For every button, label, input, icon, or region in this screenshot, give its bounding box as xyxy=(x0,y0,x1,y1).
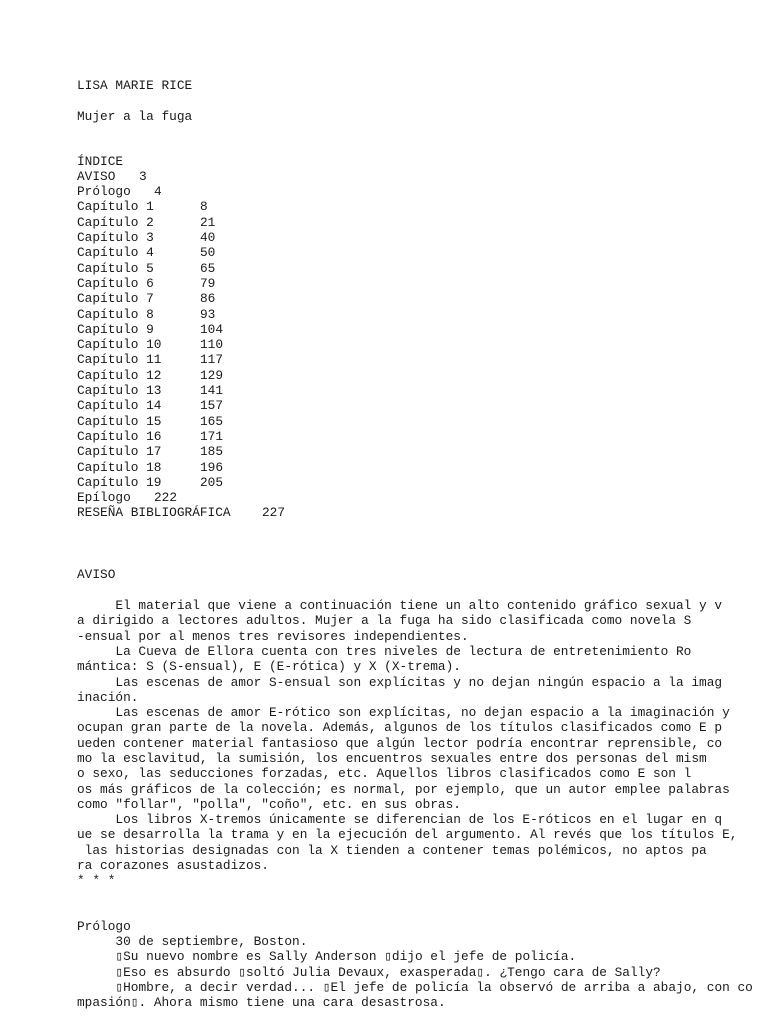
toc-entry xyxy=(77,368,767,383)
aviso-text-line: a dirigido a lectores adultos. Mujer a la fuga ha sido clasificada como novela S xyxy=(77,613,692,629)
toc-entry-page: 196 xyxy=(200,459,224,475)
toc-entry xyxy=(77,444,767,459)
toc-entry-label: AVISO xyxy=(77,168,116,184)
toc-entry-page: 40 xyxy=(200,230,216,246)
toc-entry xyxy=(77,169,767,184)
aviso-text-line: Las escenas de amor E-rótico son explícitas, no dejan espacio a la imaginación y xyxy=(77,705,730,721)
toc-entry-page: 79 xyxy=(200,275,216,291)
toc-entry-label: Capítulo 9 xyxy=(77,321,154,337)
book-title: Mujer a la fuga xyxy=(77,109,193,125)
prologo-heading: Prólogo xyxy=(77,918,131,934)
toc-entry-page: 93 xyxy=(200,306,216,322)
prologo-body xyxy=(77,934,767,1010)
toc-entry-label: Capítulo 5 xyxy=(77,260,154,276)
aviso-text-line: ra corazones asustadizos. xyxy=(77,858,269,874)
toc-entry-page: 185 xyxy=(200,444,224,460)
prologo-text-line: ▯Su nuevo nombre es Sally Anderson ▯dijo el jefe de policía. xyxy=(77,949,577,965)
toc-entry xyxy=(77,505,767,520)
toc-entry xyxy=(77,261,767,276)
aviso-text-line: * * * xyxy=(77,873,116,889)
toc-entry-page: 86 xyxy=(200,291,216,307)
toc-entry xyxy=(77,184,767,199)
toc-entry-page: 3 xyxy=(139,168,147,184)
toc-entry-page: 21 xyxy=(200,214,216,230)
toc-entry xyxy=(77,199,767,214)
toc-entry-label: Capítulo 2 xyxy=(77,214,154,230)
toc-entry xyxy=(77,475,767,490)
toc-entry-label: Capítulo 17 xyxy=(77,444,162,460)
toc-entry xyxy=(77,429,767,444)
toc-entry xyxy=(77,245,767,260)
toc-entry-label: Capítulo 14 xyxy=(77,398,162,414)
toc-entry-label: Capítulo 18 xyxy=(77,459,162,475)
toc-entry xyxy=(77,414,767,429)
toc-entry-page: 227 xyxy=(262,505,286,521)
aviso-text-line: Los libros X-tremos únicamente se diferencian de los E-róticos en el lugar en q xyxy=(77,812,723,828)
toc-entry xyxy=(77,490,767,505)
toc-entry xyxy=(77,322,767,337)
aviso-text-line: mo la esclavitud, la sumisión, los encuentros sexuales entre dos personas del mism xyxy=(77,750,707,766)
aviso-body xyxy=(77,598,767,889)
aviso-text-line: ocupan gran parte de la novela. Además, algunos de los títulos clasificados como E p xyxy=(77,720,723,736)
toc-entry-page: 8 xyxy=(200,199,208,215)
prologo-text-line: ▯Hombre, a decir verdad... ▯El jefe de policía la observó de arriba a abajo, con co xyxy=(77,979,753,995)
toc-entry-label: Capítulo 15 xyxy=(77,413,162,429)
toc-entry-page: 165 xyxy=(200,413,224,429)
index-heading: ÍNDICE xyxy=(77,153,124,169)
toc-entry-page: 4 xyxy=(154,184,162,200)
toc-entry-page: 205 xyxy=(200,474,224,490)
toc-entry-label: Capítulo 7 xyxy=(77,291,154,307)
toc-entry-page: 141 xyxy=(200,383,224,399)
toc-entry xyxy=(77,291,767,306)
aviso-text-line: Las escenas de amor S-ensual son explícitas y no dejan ningún espacio a la imag xyxy=(77,674,723,690)
toc-entry-label: Capítulo 10 xyxy=(77,337,162,353)
aviso-text-line: las historias designadas con la X tienden a contener temas polémicos, no aptos pa xyxy=(77,842,707,858)
toc-entry-label: Capítulo 13 xyxy=(77,383,162,399)
toc-entry-label: Capítulo 11 xyxy=(77,352,162,368)
toc-entry xyxy=(77,352,767,367)
prologo-text-line: mpasión▯. Ahora mismo tiene una cara desastrosa. xyxy=(77,995,446,1011)
toc-entry-page: 222 xyxy=(154,490,178,506)
toc-entry-page: 171 xyxy=(200,428,224,444)
aviso-text-line: -ensual por al menos tres revisores independientes. xyxy=(77,628,469,644)
toc-entry-page: 110 xyxy=(200,337,224,353)
toc-entry xyxy=(77,230,767,245)
toc-entry xyxy=(77,460,767,475)
toc-entry-label: Capítulo 12 xyxy=(77,367,162,383)
toc-entry-label: Capítulo 16 xyxy=(77,428,162,444)
aviso-text-line: mántica: S (S-ensual), E (E-rótica) y X (X-trema). xyxy=(77,659,461,675)
aviso-heading: AVISO xyxy=(77,566,116,582)
toc-entry-label: Capítulo 6 xyxy=(77,275,154,291)
book-author: LISA MARIE RICE xyxy=(77,78,193,93)
toc-entry-page: 65 xyxy=(200,260,216,276)
toc-entry-label: Capítulo 3 xyxy=(77,230,154,246)
toc-entry-label: Capítulo 4 xyxy=(77,245,154,261)
aviso-text-line: como "follar", "polla", "coño", etc. en sus obras. xyxy=(77,796,461,812)
aviso-text-line: ueden contener material fantasioso que algún lector podría encontrar reprensible, co xyxy=(77,735,723,751)
toc-entry xyxy=(77,276,767,291)
toc-entry-page: 157 xyxy=(200,398,224,414)
toc-entry xyxy=(77,398,767,413)
toc-entry-page: 117 xyxy=(200,352,224,368)
aviso-text-line: La Cueva de Ellora cuenta con tres niveles de lectura de entretenimiento Ro xyxy=(77,643,692,659)
toc-entry xyxy=(77,337,767,352)
prologo-text-line: ▯Eso es absurdo ▯soltó Julia Devaux, exasperada▯. ¿Tengo cara de Sally? xyxy=(77,964,661,980)
aviso-text-line: os más gráficos de la colección; es normal, por ejemplo, que un autor emplee palabras xyxy=(77,781,730,797)
toc-entry-label: Epílogo xyxy=(77,490,131,506)
aviso-text-line: inación. xyxy=(77,689,139,705)
toc-entry-label: Capítulo 1 xyxy=(77,199,154,215)
toc-entry-page: 104 xyxy=(200,321,224,337)
prologo-text-line: 30 de septiembre, Boston. xyxy=(77,933,308,949)
aviso-text-line: El material que viene a continuación tiene un alto contenido gráfico sexual y v xyxy=(77,598,723,614)
toc-entry-label: Prólogo xyxy=(77,184,131,200)
table-of-contents xyxy=(77,169,767,521)
toc-entry-label: RESEÑA BIBLIOGRÁFICA xyxy=(77,505,231,521)
aviso-text-line: ue se desarrolla la trama y en la ejecución del argumento. Al revés que los títulos E, xyxy=(77,827,738,843)
aviso-text-line: o sexo, las seducciones forzadas, etc. Aquellos libros clasificados como E son l xyxy=(77,766,692,782)
document-page xyxy=(77,78,767,1010)
toc-entry xyxy=(77,383,767,398)
toc-entry-label: Capítulo 8 xyxy=(77,306,154,322)
toc-entry-page: 129 xyxy=(200,367,224,383)
toc-entry-page: 50 xyxy=(200,245,216,261)
toc-entry-label: Capítulo 19 xyxy=(77,474,162,490)
toc-entry xyxy=(77,215,767,230)
toc-entry xyxy=(77,307,767,322)
